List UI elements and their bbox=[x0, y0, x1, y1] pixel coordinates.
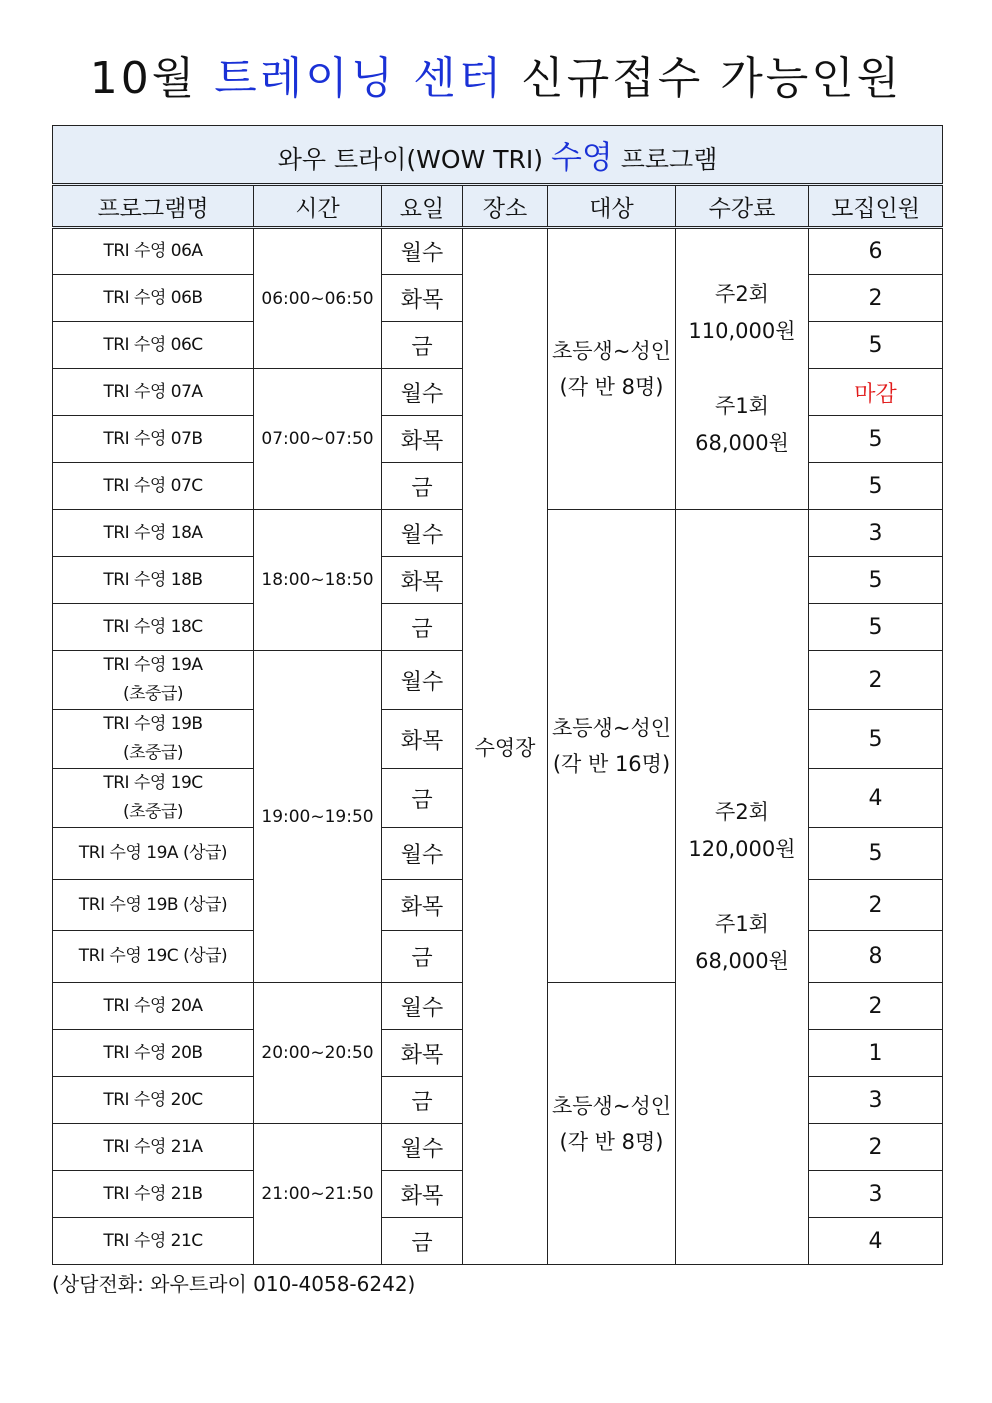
page-title bbox=[0, 42, 992, 106]
place-cell: 수영장 bbox=[463, 228, 548, 1265]
header-place: 장소 bbox=[463, 185, 548, 228]
count-cell: 4 bbox=[809, 769, 943, 828]
count-cell: 5 bbox=[809, 463, 943, 510]
day-cell: 화목 bbox=[382, 710, 463, 769]
time-slot: 21:00~21:50 bbox=[254, 1124, 382, 1265]
count-cell: 5 bbox=[809, 322, 943, 369]
header-time: 시간 bbox=[254, 185, 382, 228]
day-cell: 금 bbox=[382, 931, 463, 983]
banner-suffix: 프로그램 bbox=[620, 144, 718, 174]
program-name bbox=[53, 769, 254, 828]
count-cell: 4 bbox=[809, 1218, 943, 1265]
contact-footer: (상담전화: 와우트라이 010-4058-6242) bbox=[52, 1272, 416, 1296]
time-slot: 07:00~07:50 bbox=[254, 369, 382, 510]
fee-line: 68,000원 bbox=[695, 431, 789, 455]
day-cell: 화목 bbox=[382, 1030, 463, 1077]
schedule-table bbox=[52, 125, 943, 1265]
time-slot: 06:00~06:50 bbox=[254, 228, 382, 369]
program-name-main: TRI 수영 19A bbox=[103, 655, 203, 675]
program-name: TRI 수영 06A bbox=[53, 228, 254, 275]
count-cell: 2 bbox=[809, 275, 943, 322]
day-cell: 화목 bbox=[382, 880, 463, 931]
fee-cell bbox=[676, 228, 809, 510]
title-month: 10월 bbox=[89, 53, 198, 104]
count-cell: 2 bbox=[809, 983, 943, 1030]
program-name: TRI 수영 21A bbox=[53, 1124, 254, 1171]
program-name-level: (초중급) bbox=[122, 684, 184, 704]
fee-line: 주1회 bbox=[715, 912, 769, 936]
header-program: 프로그램명 bbox=[53, 185, 254, 228]
count-cell-closed: 마감 bbox=[809, 369, 943, 416]
program-name-main: TRI 수영 19B bbox=[103, 714, 203, 734]
fee-line: 주2회 bbox=[715, 800, 769, 824]
program-name: TRI 수영 21C bbox=[53, 1218, 254, 1265]
target-cell bbox=[548, 510, 676, 983]
day-cell: 금 bbox=[382, 604, 463, 651]
program-name: TRI 수영 07A bbox=[53, 369, 254, 416]
banner-text: 와우 트라이(WOW TRI) bbox=[277, 144, 544, 174]
program-name-level: (초중급) bbox=[122, 743, 184, 763]
fee-line: 주1회 bbox=[715, 394, 769, 418]
target-line: 초등생~성인 bbox=[551, 339, 672, 363]
count-cell: 3 bbox=[809, 1077, 943, 1124]
day-cell: 화목 bbox=[382, 416, 463, 463]
program-name: TRI 수영 19A (상급) bbox=[53, 828, 254, 880]
time-slot: 19:00~19:50 bbox=[254, 651, 382, 983]
count-cell: 3 bbox=[809, 1171, 943, 1218]
header-day: 요일 bbox=[382, 185, 463, 228]
header-fee: 수강료 bbox=[676, 185, 809, 228]
program-name: TRI 수영 19B (상급) bbox=[53, 880, 254, 931]
day-cell: 월수 bbox=[382, 983, 463, 1030]
program-name: TRI 수영 20A bbox=[53, 983, 254, 1030]
day-cell: 금 bbox=[382, 1218, 463, 1265]
program-name bbox=[53, 710, 254, 769]
table-header-row bbox=[53, 185, 943, 228]
table-banner-row bbox=[53, 126, 943, 185]
program-name: TRI 수영 21B bbox=[53, 1171, 254, 1218]
day-cell: 금 bbox=[382, 463, 463, 510]
program-name: TRI 수영 20B bbox=[53, 1030, 254, 1077]
count-cell: 3 bbox=[809, 510, 943, 557]
fee-line: 120,000원 bbox=[688, 837, 796, 861]
count-cell: 2 bbox=[809, 651, 943, 710]
header-target: 대상 bbox=[548, 185, 676, 228]
target-line: 초등생~성인 bbox=[551, 1093, 672, 1118]
program-name: TRI 수영 06B bbox=[53, 275, 254, 322]
day-cell: 금 bbox=[382, 1077, 463, 1124]
target-line: (각 반 8명) bbox=[559, 375, 664, 399]
day-cell: 금 bbox=[382, 322, 463, 369]
fee-line: 주2회 bbox=[715, 282, 769, 306]
count-cell: 5 bbox=[809, 557, 943, 604]
fee-line: 110,000원 bbox=[688, 319, 796, 343]
table-row bbox=[53, 228, 943, 275]
day-cell: 화목 bbox=[382, 275, 463, 322]
time-slot: 20:00~20:50 bbox=[254, 983, 382, 1124]
program-name-level: (초중급) bbox=[122, 802, 184, 822]
count-cell: 5 bbox=[809, 828, 943, 880]
count-cell: 1 bbox=[809, 1030, 943, 1077]
day-cell: 월수 bbox=[382, 651, 463, 710]
day-cell: 월수 bbox=[382, 828, 463, 880]
target-cell bbox=[548, 983, 676, 1265]
program-name: TRI 수영 19C (상급) bbox=[53, 931, 254, 983]
target-line: 초등생~성인 bbox=[551, 716, 672, 740]
day-cell: 금 bbox=[382, 769, 463, 828]
fee-cell bbox=[676, 510, 809, 1265]
count-cell: 5 bbox=[809, 604, 943, 651]
count-cell: 8 bbox=[809, 931, 943, 983]
time-slot: 18:00~18:50 bbox=[254, 510, 382, 651]
day-cell: 월수 bbox=[382, 369, 463, 416]
day-cell: 화목 bbox=[382, 557, 463, 604]
count-cell: 6 bbox=[809, 228, 943, 275]
program-name bbox=[53, 651, 254, 710]
fee-line: 68,000원 bbox=[695, 949, 789, 973]
header-count: 모집인원 bbox=[809, 185, 943, 228]
count-cell: 5 bbox=[809, 710, 943, 769]
program-name: TRI 수영 18B bbox=[53, 557, 254, 604]
target-line: (각 반 16명) bbox=[552, 752, 671, 776]
program-name-main: TRI 수영 19C bbox=[103, 773, 203, 793]
day-cell: 월수 bbox=[382, 228, 463, 275]
banner-highlight: 수영 bbox=[550, 137, 613, 176]
target-cell bbox=[548, 228, 676, 510]
count-cell: 5 bbox=[809, 416, 943, 463]
day-cell: 월수 bbox=[382, 510, 463, 557]
program-name: TRI 수영 18A bbox=[53, 510, 254, 557]
program-name: TRI 수영 18C bbox=[53, 604, 254, 651]
title-suffix: 신규접수 가능인원 bbox=[521, 53, 903, 104]
program-name: TRI 수영 20C bbox=[53, 1077, 254, 1124]
day-cell: 화목 bbox=[382, 1171, 463, 1218]
program-name: TRI 수영 07C bbox=[53, 463, 254, 510]
day-cell: 월수 bbox=[382, 1124, 463, 1171]
table-banner bbox=[53, 126, 943, 185]
target-line: (각 반 8명) bbox=[559, 1129, 664, 1154]
program-name: TRI 수영 07B bbox=[53, 416, 254, 463]
program-name: TRI 수영 06C bbox=[53, 322, 254, 369]
count-cell: 2 bbox=[809, 1124, 943, 1171]
title-highlight: 트레이닝 센터 bbox=[214, 53, 505, 104]
count-cell: 2 bbox=[809, 880, 943, 931]
